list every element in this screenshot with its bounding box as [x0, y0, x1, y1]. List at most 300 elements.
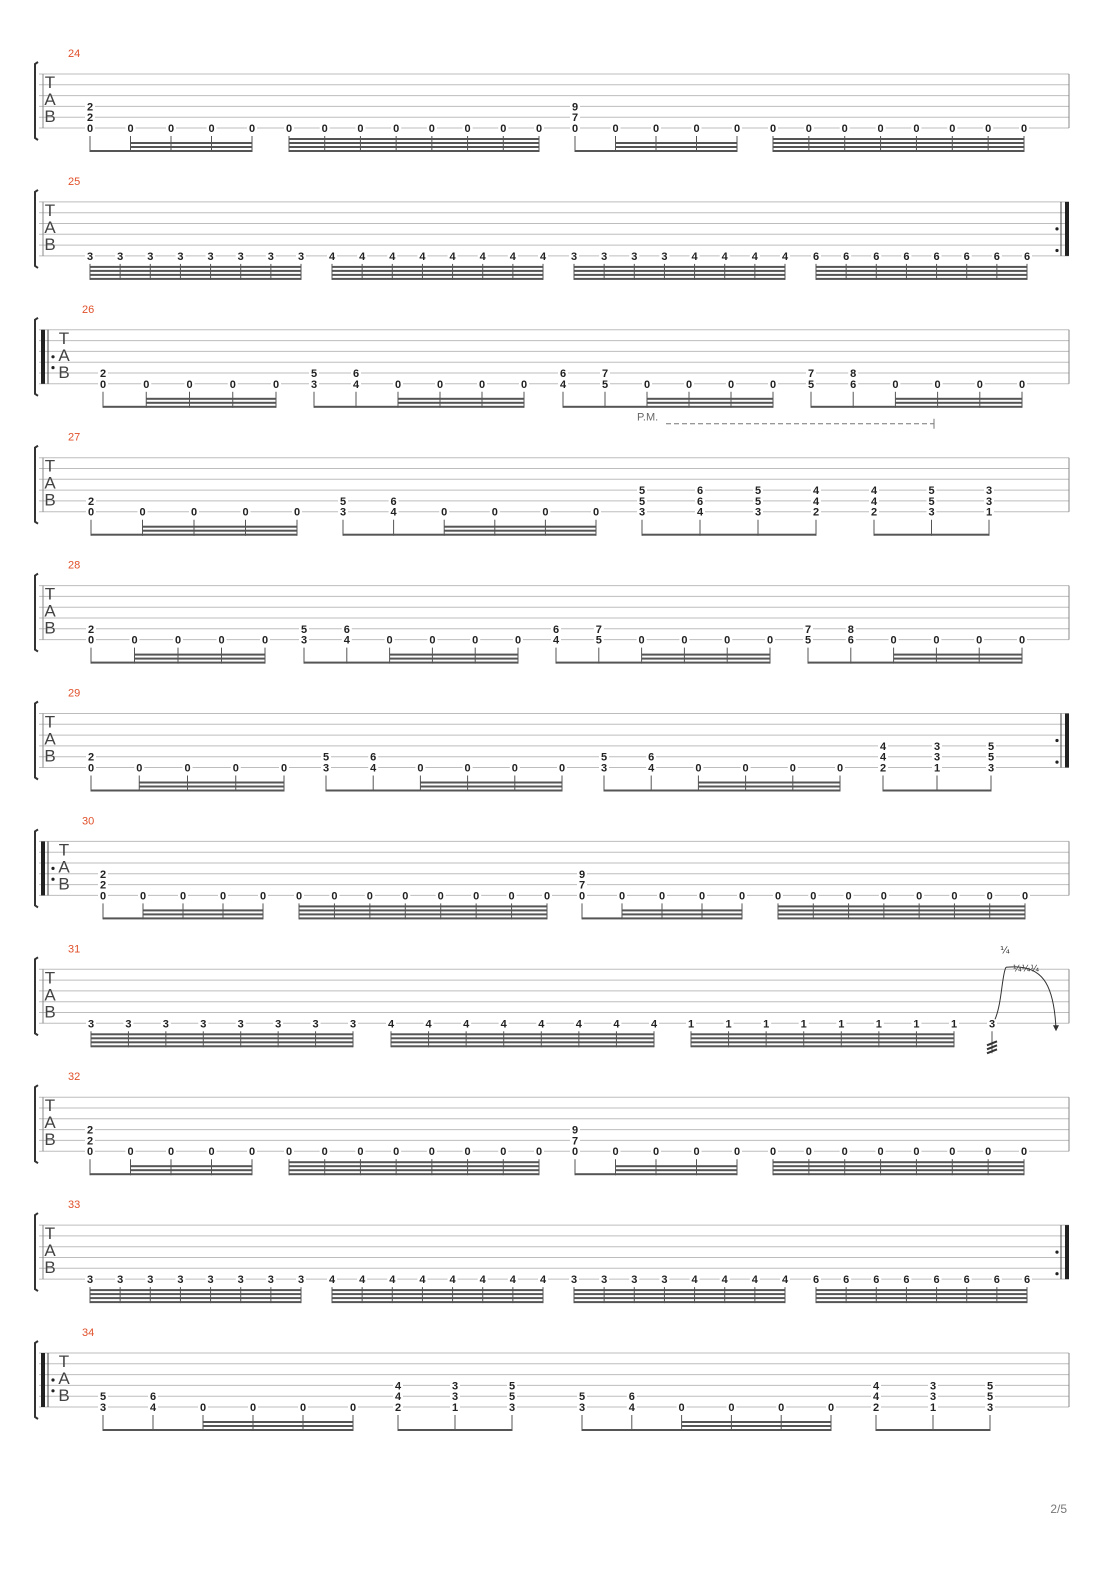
- fret-number: 7: [571, 112, 579, 125]
- fret-number: 5: [508, 1391, 516, 1404]
- fret-number: 5: [595, 634, 602, 647]
- tab-system-33: [35, 1199, 1069, 1303]
- beam-secondary: [420, 786, 562, 788]
- repeat-dot: [51, 366, 54, 369]
- tab-clef-letter: B: [44, 490, 56, 510]
- fret-number: 4: [870, 495, 878, 508]
- system-bracket: [35, 574, 38, 652]
- palm-mute-label: P.M.: [637, 411, 659, 424]
- tab-clef-letter: A: [44, 90, 56, 109]
- beam-tertiary: [390, 654, 518, 656]
- fret-number: 2: [99, 868, 107, 881]
- fret-number: 0: [543, 890, 551, 903]
- beam-tertiary: [143, 526, 298, 528]
- fret-number: 3: [661, 1274, 668, 1287]
- fret-number: 2: [86, 112, 94, 125]
- beam-primary: [778, 917, 1025, 919]
- fret-number: 0: [143, 378, 150, 391]
- fret-number: 4: [628, 1402, 635, 1414]
- fret-number: 0: [949, 1146, 956, 1159]
- beam-quaternary: [289, 138, 539, 140]
- beam-quaternary: [90, 1289, 301, 1291]
- beam-tertiary: [682, 1421, 831, 1423]
- beam-tertiary: [332, 1293, 543, 1295]
- fret-number: 6: [552, 623, 560, 636]
- beam-quaternary: [299, 905, 547, 907]
- beam-primary: [556, 662, 770, 664]
- fret-number: 6: [370, 751, 377, 764]
- beam-secondary: [299, 913, 547, 915]
- beam-primary: [326, 790, 562, 792]
- beam-primary: [91, 534, 297, 536]
- beam-tertiary: [895, 398, 1022, 400]
- measure-number: 26: [82, 303, 95, 316]
- fret-number: 0: [951, 890, 958, 903]
- tab-clef-letter: B: [44, 234, 56, 254]
- fret-number: 3: [297, 1274, 305, 1287]
- system-bracket: [35, 829, 38, 907]
- fret-number: 2: [872, 1402, 880, 1414]
- beam-primary: [575, 150, 737, 152]
- fret-number: 5: [300, 623, 308, 636]
- fret-number: 0: [357, 123, 364, 135]
- beam-tertiary: [773, 1165, 1024, 1167]
- beam-secondary: [131, 146, 253, 148]
- fret-number: 3: [600, 762, 608, 775]
- fret-number: 6: [1023, 250, 1031, 263]
- beam-quaternary: [574, 1289, 785, 1291]
- fret-number: 0: [249, 1402, 257, 1414]
- fret-number: 3: [578, 1402, 586, 1414]
- fret-number: 0: [280, 762, 288, 775]
- measure-number: 25: [68, 175, 81, 188]
- fret-number: 0: [139, 506, 146, 519]
- fret-number: 4: [872, 1391, 880, 1404]
- page-number: 2/5: [1050, 1502, 1067, 1516]
- fret-number: 0: [331, 890, 338, 903]
- fret-number: 0: [285, 123, 293, 135]
- beam-tertiary: [146, 398, 276, 400]
- fret-number: 4: [721, 1274, 728, 1287]
- beam-tertiary: [135, 654, 266, 656]
- beam-primary: [103, 1429, 353, 1431]
- fret-number: 3: [200, 1018, 207, 1031]
- fret-number: 3: [451, 1391, 459, 1404]
- fret-number: 4: [812, 485, 820, 498]
- fret-number: 2: [812, 506, 820, 519]
- fret-number: 0: [272, 378, 280, 391]
- fret-number: 4: [538, 1018, 545, 1031]
- beam-secondary: [91, 1041, 353, 1043]
- fret-number: 3: [275, 1018, 282, 1031]
- fret-number: 0: [478, 378, 486, 391]
- beam-secondary: [390, 658, 518, 660]
- fret-number: 4: [559, 378, 567, 391]
- fret-number: 5: [807, 378, 815, 391]
- bend-release-label: ¼¼¼: [1012, 964, 1040, 975]
- fret-number: 0: [877, 123, 884, 135]
- fret-number: 5: [601, 378, 609, 391]
- beam-secondary: [203, 1425, 353, 1427]
- beam-tertiary: [90, 270, 301, 272]
- fret-number: 2: [87, 751, 95, 764]
- fret-number: 0: [1020, 1146, 1028, 1159]
- fret-number: 4: [479, 250, 486, 263]
- measure-number: 30: [82, 815, 95, 828]
- fret-number: 6: [843, 1274, 850, 1287]
- fret-number: 0: [698, 890, 706, 903]
- beam-tertiary: [398, 398, 524, 400]
- fret-number: 3: [508, 1402, 516, 1414]
- fret-number: 0: [500, 1146, 507, 1159]
- fret-number: 0: [986, 890, 993, 903]
- fret-number: 6: [648, 751, 655, 764]
- fret-number: 4: [879, 751, 887, 764]
- beam-quaternary: [332, 1289, 543, 1291]
- fret-number: 4: [613, 1018, 620, 1031]
- fret-number: 1: [451, 1402, 459, 1414]
- beam-primary: [304, 662, 518, 664]
- fret-number: 6: [993, 1274, 1000, 1287]
- tab-clef-letter: A: [44, 1113, 56, 1133]
- fret-number: 3: [933, 751, 941, 764]
- fret-number: 0: [99, 378, 107, 391]
- fret-number: 1: [875, 1018, 882, 1031]
- fret-number: 0: [436, 378, 444, 391]
- beam-quaternary: [773, 1161, 1024, 1163]
- fret-number: 0: [681, 634, 688, 647]
- fret-number: 0: [218, 634, 225, 647]
- beam-primary: [332, 1301, 543, 1303]
- fret-number: 0: [685, 378, 693, 391]
- fret-number: 1: [950, 1018, 958, 1031]
- fret-number: 2: [86, 1124, 94, 1137]
- fret-number: 4: [419, 1274, 426, 1287]
- beam-tertiary: [616, 142, 738, 144]
- fret-number: 0: [1021, 890, 1029, 903]
- fret-number: 0: [87, 506, 95, 519]
- fret-number: 0: [520, 378, 528, 391]
- beam-tertiary: [131, 1165, 253, 1167]
- beam-primary: [391, 1045, 654, 1047]
- fret-number: 4: [751, 250, 758, 263]
- fret-number: 3: [297, 250, 305, 263]
- fret-number: 0: [836, 762, 844, 775]
- beam-secondary: [894, 658, 1022, 660]
- fret-number: 0: [293, 506, 301, 519]
- fret-number: 4: [149, 1402, 157, 1414]
- system-bracket: [35, 318, 38, 396]
- repeat-dot: [51, 1389, 54, 1392]
- tab-clef-letter: T: [58, 840, 70, 860]
- fret-number: 0: [86, 1146, 94, 1159]
- repeat-dot: [51, 1378, 54, 1381]
- fret-number: 0: [742, 762, 749, 775]
- fret-number: 0: [805, 123, 812, 135]
- fret-number: 0: [612, 1146, 619, 1159]
- fret-number: 0: [428, 1146, 435, 1159]
- fret-number: 4: [343, 634, 350, 647]
- tab-clef-letter: T: [44, 1224, 56, 1244]
- beam-primary: [90, 278, 301, 280]
- fret-number: 6: [873, 250, 880, 263]
- fret-number: 0: [727, 378, 735, 391]
- fret-number: 3: [451, 1380, 459, 1393]
- fret-number: 0: [393, 1146, 400, 1159]
- beam-tertiary: [691, 1037, 954, 1039]
- fret-number: 0: [1018, 634, 1026, 647]
- tab-clef-letter: B: [44, 1130, 56, 1150]
- fret-number: 0: [321, 123, 328, 135]
- beam-tertiary: [816, 270, 1027, 272]
- fret-number: 4: [463, 1018, 470, 1031]
- tab-clef-letter: B: [44, 1002, 56, 1022]
- tab-clef-letter: B: [58, 874, 70, 894]
- fret-number: 0: [733, 1146, 741, 1159]
- fret-number: 0: [349, 1402, 357, 1414]
- beam-quaternary: [332, 266, 543, 268]
- fret-number: 0: [86, 123, 94, 135]
- fret-number: 3: [987, 762, 995, 775]
- fret-number: 0: [738, 890, 746, 903]
- beam-secondary: [90, 1297, 301, 1299]
- beam-primary: [574, 1301, 785, 1303]
- bend-fret-number: 3: [988, 1018, 996, 1031]
- tab-clef-letter: A: [58, 345, 70, 365]
- tab-clef-letter: B: [44, 1258, 56, 1278]
- system-bracket: [35, 957, 38, 1035]
- measure-number: 31: [68, 943, 81, 956]
- fret-number: 0: [248, 123, 256, 135]
- fret-number: 8: [850, 368, 857, 380]
- fret-number: 0: [805, 1146, 812, 1159]
- fret-number: 0: [652, 1146, 660, 1159]
- fret-number: 0: [535, 123, 543, 135]
- fret-number: 0: [592, 506, 600, 519]
- tab-clef-letter: A: [44, 601, 56, 621]
- fret-number: 5: [638, 495, 646, 508]
- beam-tertiary: [642, 654, 770, 656]
- fret-number: 6: [933, 1274, 940, 1287]
- fret-number: 5: [928, 485, 935, 498]
- fret-number: 0: [366, 890, 373, 903]
- beam-secondary: [691, 1041, 954, 1043]
- beam-primary: [876, 1429, 990, 1431]
- fret-number: 4: [419, 250, 426, 263]
- repeat-dot: [1055, 739, 1058, 742]
- beam-quaternary: [91, 1033, 353, 1035]
- beam-tertiary: [778, 909, 1025, 911]
- fret-number: 0: [167, 1146, 175, 1159]
- tab-clef-letter: B: [58, 362, 70, 382]
- fret-number: 4: [449, 1274, 456, 1287]
- beam-primary: [816, 1301, 1027, 1303]
- fret-number: 9: [571, 1124, 579, 1137]
- fret-number: 3: [570, 250, 578, 263]
- repeat-start-thick-bar: [41, 841, 45, 895]
- fret-number: 3: [929, 1391, 937, 1404]
- fret-number: 0: [179, 890, 187, 903]
- fret-number: 0: [827, 1402, 835, 1414]
- fret-number: 4: [575, 1018, 582, 1031]
- fret-number: 2: [86, 1135, 94, 1148]
- fret-number: 3: [117, 1274, 124, 1287]
- fret-number: 0: [724, 634, 731, 647]
- repeat-dot: [51, 878, 54, 881]
- fret-number: 7: [578, 879, 586, 892]
- fret-number: 0: [472, 634, 479, 647]
- system-bracket: [35, 702, 38, 780]
- fret-number: 0: [208, 1146, 215, 1159]
- fret-number: 0: [87, 634, 95, 647]
- fret-number: 2: [99, 368, 107, 380]
- fret-number: 0: [618, 890, 626, 903]
- fret-number: 0: [248, 1146, 256, 1159]
- beam-secondary: [895, 402, 1022, 404]
- fret-number: 0: [417, 762, 424, 775]
- fret-number: 2: [879, 762, 887, 775]
- fret-number: 3: [986, 1402, 994, 1414]
- fret-number: 1: [838, 1018, 845, 1031]
- fret-number: 0: [242, 506, 249, 519]
- tab-clef-letter: T: [44, 584, 56, 604]
- fret-number: 0: [916, 890, 923, 903]
- fret-number: 0: [402, 890, 409, 903]
- fret-number: 3: [207, 250, 214, 263]
- fret-number: 0: [949, 123, 956, 135]
- beam-primary: [604, 790, 840, 792]
- fret-number: 5: [928, 495, 935, 508]
- fret-number: 0: [186, 378, 193, 391]
- fret-number: 3: [310, 378, 318, 391]
- beam-quaternary: [691, 1033, 954, 1035]
- fret-number: 0: [473, 890, 480, 903]
- fret-number: 0: [393, 123, 400, 135]
- fret-number: 6: [812, 1274, 820, 1287]
- tab-clef-letter: T: [58, 328, 70, 348]
- fret-number: 1: [933, 762, 941, 775]
- fret-number: 0: [429, 634, 436, 647]
- beam-primary: [874, 534, 989, 536]
- tab-system-30: [35, 815, 1069, 919]
- tab-clef-letter: T: [44, 1096, 56, 1116]
- fret-number: 0: [174, 634, 182, 647]
- fret-number: 0: [184, 762, 191, 775]
- tab-system-31: [35, 943, 1069, 1053]
- fret-number: 3: [86, 250, 94, 263]
- system-bracket: [35, 1213, 38, 1291]
- beam-primary: [343, 534, 596, 536]
- fret-number: 3: [601, 1274, 608, 1287]
- fret-number: 0: [678, 1402, 685, 1414]
- fret-number: 0: [728, 1402, 735, 1414]
- fret-number: 1: [929, 1402, 937, 1414]
- bend-release-curve: [1006, 967, 1056, 1029]
- fret-number: 0: [295, 890, 303, 903]
- fret-number: 4: [479, 1274, 486, 1287]
- fret-number: 7: [807, 368, 815, 380]
- fret-number: 4: [812, 495, 820, 508]
- fret-number: 6: [847, 634, 854, 647]
- fret-number: 2: [87, 495, 95, 508]
- tab-clef-letter: T: [58, 1352, 70, 1371]
- fret-number: 4: [870, 485, 878, 498]
- fret-number: 3: [237, 1018, 244, 1031]
- beam-quaternary: [816, 266, 1027, 268]
- fret-number: 0: [578, 890, 586, 903]
- fret-number: 4: [648, 762, 655, 775]
- beam-primary: [103, 406, 276, 408]
- beam-primary: [90, 1301, 301, 1303]
- fret-number: 3: [570, 1274, 578, 1287]
- fret-number: 0: [571, 1146, 579, 1159]
- beam-quaternary: [773, 138, 1024, 140]
- repeat-start-thick-bar: [41, 330, 45, 384]
- fret-number: 9: [571, 101, 579, 114]
- fret-number: 4: [509, 250, 516, 263]
- fret-number: 3: [99, 1402, 107, 1414]
- fret-number: 0: [190, 506, 198, 519]
- tab-clef-letter: B: [44, 746, 56, 766]
- beam-tertiary: [203, 1421, 353, 1423]
- fret-number: 4: [389, 1274, 396, 1287]
- beam-primary: [808, 662, 1022, 664]
- fret-number: 0: [131, 634, 138, 647]
- beam-primary: [332, 278, 543, 280]
- fret-number: 6: [343, 623, 350, 636]
- beam-tertiary: [444, 526, 596, 528]
- beam-secondary: [574, 274, 785, 276]
- fret-number: 0: [428, 123, 435, 135]
- beam-primary: [816, 278, 1027, 280]
- fret-number: 4: [650, 1018, 658, 1031]
- fret-number: 4: [539, 1274, 547, 1287]
- fret-number: 5: [99, 1391, 107, 1404]
- fret-number: 4: [751, 1274, 758, 1287]
- beam-secondary: [289, 146, 539, 148]
- measure-number: 28: [68, 559, 81, 572]
- beam-primary: [575, 1173, 737, 1175]
- beam-tertiary: [574, 270, 785, 272]
- fret-number: 4: [872, 1380, 880, 1393]
- beam-tertiary: [299, 909, 547, 911]
- beam-tertiary: [420, 782, 562, 784]
- fret-number: 0: [985, 123, 992, 135]
- beam-tertiary: [289, 142, 539, 144]
- fret-number: 3: [322, 762, 330, 775]
- beam-quaternary: [289, 1161, 539, 1163]
- fret-number: 5: [804, 634, 812, 647]
- fret-number: 4: [691, 1274, 698, 1287]
- fret-number: 4: [552, 634, 560, 647]
- fret-number: 0: [437, 890, 444, 903]
- fret-number: 4: [394, 1391, 402, 1404]
- fret-number: 0: [652, 123, 660, 135]
- beam-primary: [314, 406, 524, 408]
- beam-tertiary: [698, 782, 840, 784]
- fret-number: 5: [322, 751, 330, 764]
- fret-number: 4: [449, 250, 456, 263]
- beam-secondary: [398, 402, 524, 404]
- repeat-dot: [1055, 761, 1058, 764]
- beam-primary: [90, 150, 252, 152]
- beam-secondary: [143, 913, 263, 915]
- fret-number: 0: [219, 890, 227, 903]
- fret-number: 3: [237, 250, 244, 263]
- beam-primary: [574, 278, 785, 280]
- fret-number: 0: [571, 123, 579, 135]
- fret-number: 0: [841, 1146, 848, 1159]
